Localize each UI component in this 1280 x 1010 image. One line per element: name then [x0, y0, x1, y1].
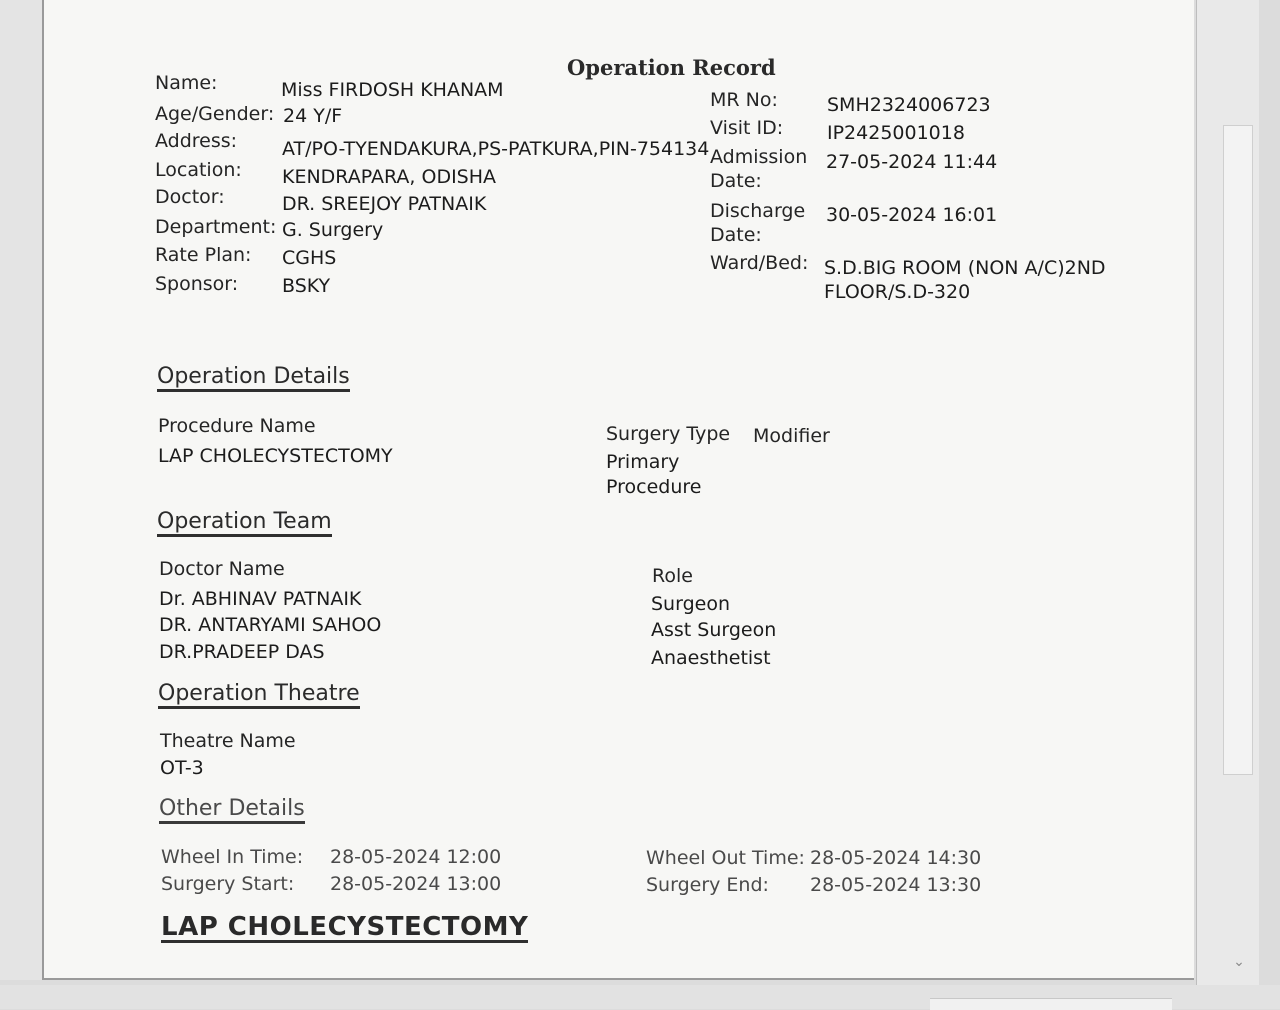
- sponsor-label: Sponsor:: [155, 273, 239, 295]
- vertical-scrollbar[interactable]: [1196, 0, 1259, 985]
- address-label: Address:: [155, 130, 238, 152]
- surgery-type-value-line2: Procedure: [606, 476, 702, 498]
- surgery-end-label: Surgery End:: [646, 874, 769, 896]
- visit-id-label: Visit ID:: [710, 117, 784, 139]
- team-member-role: Asst Surgeon: [651, 619, 777, 641]
- discharge-date: 30-05-2024 16:01: [826, 204, 998, 226]
- chevron-down-icon[interactable]: ⌄: [1233, 954, 1245, 970]
- department-label: Department:: [155, 216, 277, 238]
- mr-no-label: MR No:: [710, 89, 778, 111]
- operation-details-heading: Operation Details: [157, 366, 350, 392]
- address: AT/PO-TYENDAKURA,PS-PATKURA,PIN-754134: [282, 138, 710, 160]
- admission-date: 27-05-2024 11:44: [826, 151, 998, 173]
- ward-bed-line2: FLOOR/S.D-320: [824, 281, 971, 303]
- mr-no: SMH2324006723: [827, 94, 991, 116]
- report-title: Operation Record: [567, 55, 776, 80]
- doctor: DR. SREEJOY PATNAIK: [282, 193, 487, 215]
- bottom-pane: [930, 998, 1172, 1010]
- patient-name: Miss FIRDOSH KHANAM: [281, 79, 504, 101]
- theatre-name: OT-3: [160, 757, 204, 779]
- visit-id: IP2425001018: [827, 122, 965, 144]
- admission-date-label: Date:: [710, 170, 762, 192]
- scroll-thumb[interactable]: [1223, 125, 1253, 775]
- rate-plan-label: Rate Plan:: [155, 244, 252, 266]
- modifier-label: Modifier: [753, 425, 830, 447]
- surgery-type-value-line1: Primary: [606, 451, 680, 473]
- age-gender: 24 Y/F: [283, 105, 343, 127]
- age-gender-label: Age/Gender:: [155, 103, 275, 125]
- doctor-label: Doctor:: [155, 186, 225, 208]
- left-margin: [0, 0, 42, 980]
- team-member-role: Anaesthetist: [651, 647, 771, 669]
- admission-label: Admission: [710, 146, 808, 168]
- other-details-heading: Other Details: [159, 798, 305, 824]
- wheel-in-time: 28-05-2024 12:00: [330, 846, 502, 868]
- wheel-out-label: Wheel Out Time:: [646, 847, 805, 869]
- procedure-name: LAP CHOLECYSTECTOMY: [158, 445, 393, 467]
- procedure-name-label: Procedure Name: [158, 415, 316, 437]
- team-member-role: Surgeon: [651, 593, 730, 615]
- discharge-label: Discharge: [710, 200, 806, 222]
- ward-bed-label: Ward/Bed:: [710, 252, 809, 274]
- location-label: Location:: [155, 159, 242, 181]
- team-member-name: DR.PRADEEP DAS: [159, 641, 325, 663]
- ward-bed-line1: S.D.BIG ROOM (NON A/C)2ND: [824, 257, 1106, 279]
- sponsor: BSKY: [282, 275, 331, 297]
- surgery-start-label: Surgery Start:: [161, 873, 295, 895]
- surgery-type-label: Surgery Type: [606, 423, 731, 445]
- doctor-name-label: Doctor Name: [159, 558, 285, 580]
- theatre-name-label: Theatre Name: [160, 730, 296, 752]
- procedure-heading: LAP CHOLECYSTECTOMY: [161, 912, 529, 942]
- operation-team-heading: Operation Team: [157, 511, 332, 537]
- wheel-out-time: 28-05-2024 14:30: [810, 847, 982, 869]
- operation-theatre-heading: Operation Theatre: [158, 683, 360, 709]
- wheel-in-label: Wheel In Time:: [161, 846, 304, 868]
- role-label: Role: [652, 565, 693, 587]
- team-member-name: Dr. ABHINAV PATNAIK: [159, 588, 362, 610]
- surgery-end-time: 28-05-2024 13:30: [810, 874, 982, 896]
- location: KENDRAPARA, ODISHA: [282, 166, 497, 188]
- surgery-start-time: 28-05-2024 13:00: [330, 873, 502, 895]
- name-label: Name:: [155, 72, 218, 94]
- discharge-date-label: Date:: [710, 224, 762, 246]
- department: G. Surgery: [282, 219, 384, 241]
- rate-plan: CGHS: [282, 247, 337, 269]
- team-member-name: DR. ANTARYAMI SAHOO: [159, 614, 382, 636]
